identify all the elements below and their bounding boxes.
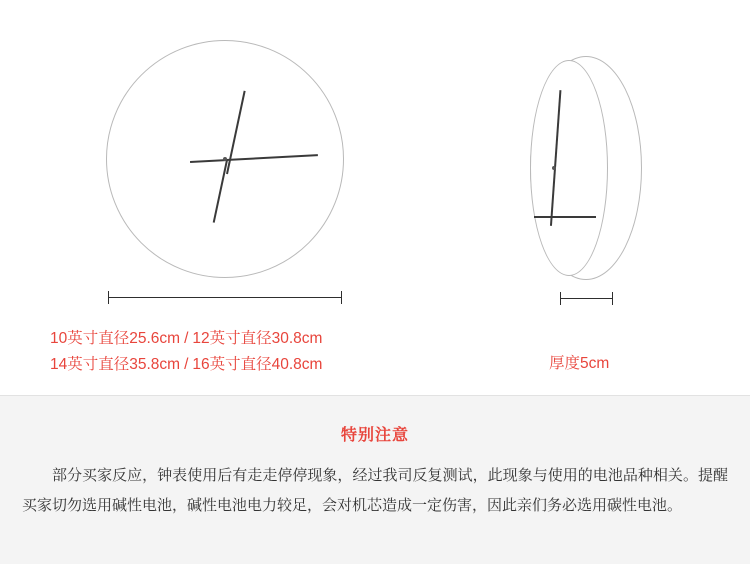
- special-notice-section: [0, 395, 750, 564]
- minute-hand-lower: [213, 160, 228, 223]
- dimension-bar: [560, 298, 613, 299]
- dimension-bar: [108, 297, 342, 298]
- side-clock-center-hub: [552, 166, 556, 170]
- dimension-cap-right: [612, 292, 613, 305]
- side-hour-hand-right: [554, 216, 596, 218]
- size-separator-1: /: [184, 330, 189, 347]
- clock-face-outline: [530, 60, 608, 276]
- clock-center-hub: [223, 157, 227, 161]
- dimension-cap-right: [341, 291, 342, 304]
- wall-clock-front-view: [106, 40, 344, 278]
- thickness-dimension-line: [560, 292, 613, 304]
- size-10inch-label: 10英寸直径25.6cm: [50, 330, 181, 347]
- size-separator-2: /: [184, 356, 189, 373]
- size-14inch-label: 14英寸直径35.8cm: [50, 356, 181, 373]
- side-hour-hand-left: [534, 216, 556, 218]
- minute-hand-upper: [226, 91, 246, 175]
- size-12inch-label: 12英寸直径30.8cm: [192, 330, 323, 347]
- diameter-dimension-line: [108, 291, 342, 303]
- thickness-label: 厚度5cm: [549, 355, 610, 372]
- size-caption-group: [50, 326, 470, 378]
- size-16inch-label: 16英寸直径40.8cm: [192, 356, 323, 373]
- size-caption-row-1: [50, 326, 470, 352]
- size-caption-row-2: [50, 352, 470, 378]
- notice-title: 特别注意: [340, 427, 409, 444]
- hour-hand-right: [226, 154, 318, 161]
- wall-clock-side-view: [530, 56, 642, 280]
- notice-body-text: 部分买家反应，钟表使用后有走走停停现象，经过我司反复测试，此现象与使用的电池品种相关。提醒买家切勿选用碱性电池，碱性电池电力较足，会对机芯造成一定伤害，因此亲们务必选用碳性电池。: [22, 467, 728, 514]
